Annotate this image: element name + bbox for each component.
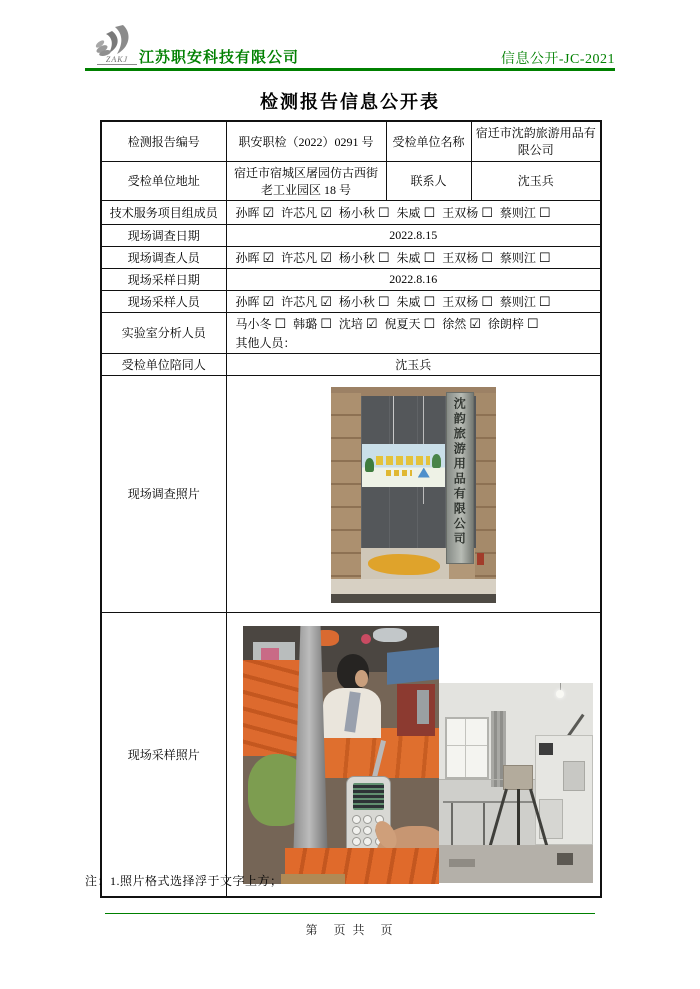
tech-team-members <box>226 200 601 224</box>
member-checkbox: 朱威 ☐ <box>396 294 436 310</box>
member-checkbox: 马小冬 ☐ <box>235 316 287 332</box>
photo-detail <box>243 660 301 756</box>
unit-name-label: 受检单位名称 <box>386 121 471 161</box>
photo-air-sampler <box>503 765 533 790</box>
table-row <box>101 200 601 224</box>
survey-photo-cell <box>226 375 601 612</box>
escort-value: 沈玉兵 <box>226 353 601 375</box>
checkbox-icon: ☐ <box>481 205 493 221</box>
checkbox-icon: ☑ <box>262 205 275 221</box>
photo-detail <box>477 553 484 565</box>
photo-detail <box>355 670 368 687</box>
checkbox-icon: ☑ <box>320 205 332 221</box>
member-checkbox: 蔡则江 ☐ <box>499 294 551 310</box>
photo-detail <box>432 454 441 468</box>
photo-detail <box>556 690 564 698</box>
escort-label: 受检单位陪同人 <box>101 353 226 375</box>
photo-detail <box>445 717 489 779</box>
member-checkbox: 许芯凡 ☑ <box>281 250 332 266</box>
logo-caption: ZAKJ <box>97 55 137 65</box>
company-logo-icon <box>93 24 141 68</box>
member-checkbox: 王双杨 ☐ <box>442 205 493 221</box>
document-code: 信息公开-JC-2021 <box>500 52 615 67</box>
photo-detail <box>365 458 374 472</box>
checkbox-icon: ☐ <box>481 294 493 310</box>
table-row <box>101 312 601 353</box>
checkbox-icon: ☐ <box>538 205 551 221</box>
member-checkbox: 徐然 ☑ <box>442 316 481 332</box>
sampling-date-value: 2022.8.16 <box>226 268 601 290</box>
sampling-photo-label: 现场采样照片 <box>101 612 226 897</box>
table-row <box>101 246 601 268</box>
lab-staff-members <box>226 312 601 353</box>
report-number-label: 检测报告编号 <box>101 121 226 161</box>
unit-address-label: 受检单位地址 <box>101 161 226 200</box>
photo-detail <box>475 393 496 579</box>
member-checkbox: 沈培 ☑ <box>338 316 378 332</box>
member-checkbox: 王双杨 ☐ <box>442 250 493 266</box>
sampling-photo-tripod <box>439 683 593 883</box>
checkbox-icon: ☑ <box>469 316 481 332</box>
photo-detail <box>376 456 430 465</box>
sampling-photo-cell <box>226 612 601 897</box>
table-row <box>101 268 601 290</box>
other-staff-label: 其他人员： <box>235 335 296 350</box>
checkbox-icon: ☐ <box>423 205 436 221</box>
member-checkbox: 杨小秋 ☐ <box>338 294 390 310</box>
photo-detail <box>483 803 485 845</box>
checkbox-icon: ☐ <box>377 205 390 221</box>
photo-detail <box>361 634 371 644</box>
photo-detail <box>557 853 573 865</box>
photo-detail <box>443 801 535 803</box>
survey-photo <box>331 387 496 603</box>
photo-detail <box>386 470 412 476</box>
checkbox-icon: ☑ <box>320 294 332 310</box>
photo-detail <box>331 393 361 583</box>
contact-value: 沈玉兵 <box>471 161 601 200</box>
photo-detail <box>387 647 439 684</box>
report-info-table <box>100 120 602 898</box>
checkbox-icon: ☑ <box>262 294 275 310</box>
member-checkbox: 徐朗梓 ☐ <box>487 316 539 332</box>
page-title: 检测报告信息公开表 <box>260 92 440 112</box>
survey-date-label: 现场调查日期 <box>101 224 226 246</box>
photo-detail <box>281 874 345 884</box>
survey-photo-label: 现场调查照片 <box>101 375 226 612</box>
checkbox-icon: ☐ <box>274 316 287 332</box>
member-checkbox: 韩璐 ☐ <box>293 316 332 332</box>
checkbox-icon: ☐ <box>538 294 551 310</box>
member-checkbox: 朱威 ☐ <box>396 205 436 221</box>
sampling-staff-members <box>226 290 601 312</box>
company-sign <box>446 392 474 564</box>
photo-detail <box>563 761 585 791</box>
checkbox-icon: ☐ <box>377 294 390 310</box>
table-row <box>101 375 601 612</box>
member-checkbox: 杨小秋 ☐ <box>338 205 390 221</box>
footnote: 注：1.照片格式选择浮于文字上方； <box>85 874 283 888</box>
unit-address-value: 宿迁市宿城区屠园仿古西街老工业园区 18 号 <box>226 161 386 200</box>
photo-banner <box>362 444 445 487</box>
header-divider <box>85 68 615 71</box>
sampling-staff-label: 现场采样人员 <box>101 290 226 312</box>
table-row <box>101 121 601 161</box>
contact-label: 联系人 <box>386 161 471 200</box>
photo-detail <box>465 719 466 777</box>
sampling-photo-workshop <box>243 626 439 884</box>
table-row <box>101 353 601 375</box>
checkbox-icon: ☑ <box>320 250 332 266</box>
photo-detail <box>449 859 475 867</box>
checkbox-icon: ☐ <box>423 316 436 332</box>
tech-team-label: 技术服务项目组成员 <box>101 200 226 224</box>
survey-date-value: 2022.8.15 <box>226 224 601 246</box>
photo-detail <box>451 803 453 845</box>
member-checkbox: 许芯凡 ☑ <box>281 205 332 221</box>
sampling-date-label: 现场采样日期 <box>101 268 226 290</box>
photo-detail <box>418 468 430 478</box>
photo-detail <box>417 690 429 724</box>
member-checkbox: 倪夏天 ☐ <box>384 316 436 332</box>
report-number-value: 职安职检（2022）0291 号 <box>226 121 386 161</box>
company-name: 江苏职安科技有限公司 <box>139 50 300 66</box>
member-checkbox: 蔡则江 ☐ <box>499 250 551 266</box>
photo-detail <box>447 745 487 746</box>
member-checkbox: 朱威 ☐ <box>396 250 436 266</box>
photo-detail <box>353 783 384 810</box>
table-row <box>101 290 601 312</box>
checkbox-icon: ☐ <box>423 294 436 310</box>
checkbox-icon: ☐ <box>526 316 539 332</box>
checkbox-icon: ☐ <box>538 250 551 266</box>
table-row <box>101 224 601 246</box>
member-checkbox: 孙晖 ☑ <box>235 205 275 221</box>
checkbox-icon: ☐ <box>320 316 332 332</box>
company-sign-text: 沈韵旅游用品有限公司 <box>452 396 467 547</box>
member-checkbox: 孙晖 ☑ <box>235 294 275 310</box>
photo-detail <box>373 628 407 642</box>
photo-detail <box>539 743 553 755</box>
page-number-text: 第 页 共 页 <box>305 923 395 937</box>
page-header <box>85 24 615 68</box>
checkbox-icon: ☑ <box>262 250 275 266</box>
lab-staff-label: 实验室分析人员 <box>101 312 226 353</box>
checkbox-icon: ☐ <box>481 250 493 266</box>
page-footer <box>105 913 595 938</box>
photo-detail <box>397 684 435 736</box>
member-checkbox: 王双杨 ☐ <box>442 294 493 310</box>
table-row <box>101 161 601 200</box>
member-checkbox: 杨小秋 ☐ <box>338 250 390 266</box>
table-row <box>101 612 601 897</box>
survey-staff-label: 现场调查人员 <box>101 246 226 268</box>
unit-name-value: 宿迁市沈韵旅游用品有限公司 <box>471 121 601 161</box>
checkbox-icon: ☐ <box>423 250 436 266</box>
member-checkbox: 许芯凡 ☑ <box>281 294 332 310</box>
checkbox-icon: ☐ <box>377 250 390 266</box>
checkbox-icon: ☑ <box>365 316 378 332</box>
survey-staff-members <box>226 246 601 268</box>
member-checkbox: 孙晖 ☑ <box>235 250 275 266</box>
photo-detail <box>331 594 496 603</box>
member-checkbox: 蔡则江 ☐ <box>499 205 551 221</box>
